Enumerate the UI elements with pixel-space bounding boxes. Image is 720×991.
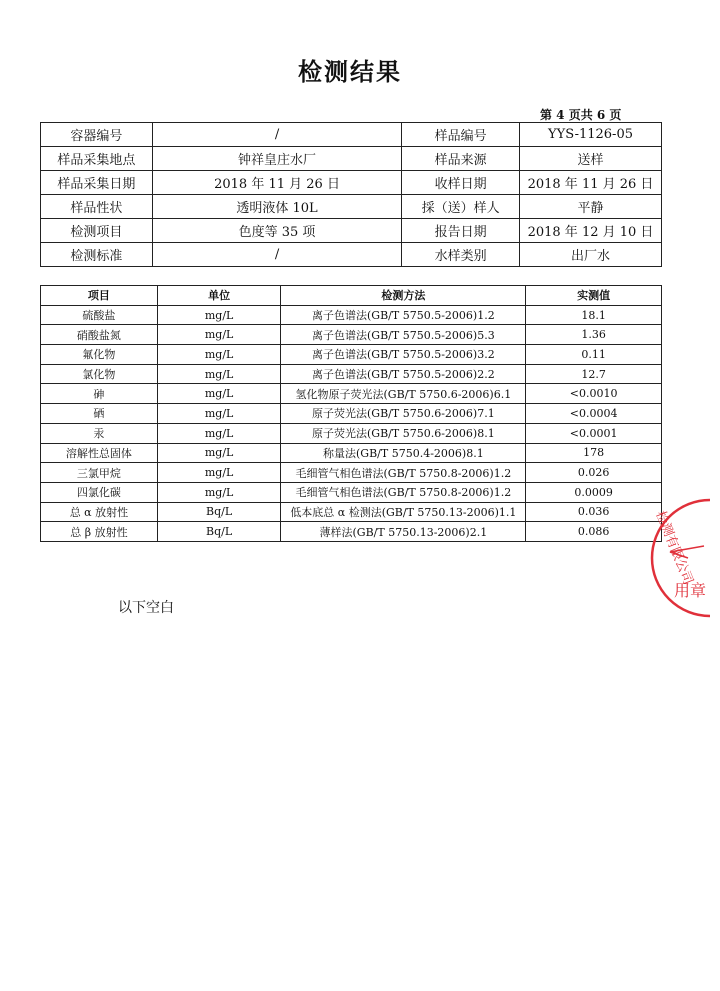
result-unit: Bq/L — [157, 502, 281, 522]
result-value: 1.36 — [526, 325, 662, 345]
result-item: 三氯甲烷 — [41, 463, 158, 483]
header-value: 实测值 — [526, 286, 662, 306]
info-label: 检测标准 — [41, 243, 153, 267]
result-unit: mg/L — [157, 305, 281, 325]
info-label: 水样类别 — [402, 243, 520, 267]
info-label: 样品采集地点 — [41, 147, 153, 171]
table-row — [41, 404, 662, 424]
table-row — [41, 443, 662, 463]
header-item: 项目 — [41, 286, 158, 306]
table-row — [41, 522, 662, 542]
info-row — [41, 147, 662, 171]
info-label: 报告日期 — [402, 219, 520, 243]
result-value: <0.0004 — [526, 404, 662, 424]
result-method: 离子色谱法(GB/T 5750.5-2006)1.2 — [281, 305, 526, 325]
info-label: 检测项目 — [41, 219, 153, 243]
result-item: 总 β 放射性 — [41, 522, 158, 542]
result-value: 12.7 — [526, 364, 662, 384]
result-item: 总 α 放射性 — [41, 502, 158, 522]
result-value: 0.086 — [526, 522, 662, 542]
info-value: 2018 年 11 月 26 日 — [152, 171, 401, 195]
result-unit: mg/L — [157, 364, 281, 384]
info-label: 样品性状 — [41, 195, 153, 219]
info-label: 样品采集日期 — [41, 171, 153, 195]
official-seal-icon — [640, 488, 720, 628]
result-value: <0.0001 — [526, 423, 662, 443]
header-unit: 单位 — [157, 286, 281, 306]
result-unit: mg/L — [157, 325, 281, 345]
result-item: 氯化物 — [41, 364, 158, 384]
info-label: 样品编号 — [402, 123, 520, 147]
table-row — [41, 502, 662, 522]
result-item: 硒 — [41, 404, 158, 424]
info-value: 透明液体 10L — [152, 195, 401, 219]
blank-note: 以下空白 — [118, 600, 174, 616]
report-title: 检测结果 — [298, 58, 402, 86]
result-value: 0.026 — [526, 463, 662, 483]
results-table — [40, 285, 662, 542]
table-row — [41, 423, 662, 443]
info-value: 送样 — [520, 147, 662, 171]
result-value: 18.1 — [526, 305, 662, 325]
result-unit: mg/L — [157, 482, 281, 502]
info-label: 样品来源 — [402, 147, 520, 171]
result-method: 氢化物原子荧光法(GB/T 5750.6-2006)6.1 — [281, 384, 526, 404]
info-row — [41, 171, 662, 195]
result-method: 离子色谱法(GB/T 5750.5-2006)5.3 — [281, 325, 526, 345]
info-label: 採（送）样人 — [402, 195, 520, 219]
table-row — [41, 463, 662, 483]
table-row — [41, 325, 662, 345]
result-method: 离子色谱法(GB/T 5750.5-2006)3.2 — [281, 345, 526, 365]
result-value: 0.036 — [526, 502, 662, 522]
info-label: 收样日期 — [402, 171, 520, 195]
info-value: 平静 — [520, 195, 662, 219]
result-item: 氟化物 — [41, 345, 158, 365]
table-row — [41, 305, 662, 325]
table-row — [41, 384, 662, 404]
info-value: 2018 年 11 月 26 日 — [520, 171, 662, 195]
result-value: 0.0009 — [526, 482, 662, 502]
result-unit: mg/L — [157, 443, 281, 463]
result-method: 称量法(GB/T 5750.4-2006)8.1 — [281, 443, 526, 463]
table-row — [41, 482, 662, 502]
info-value: 2018 年 12 月 10 日 — [520, 219, 662, 243]
result-method: 毛细管气相色谱法(GB/T 5750.8-2006)1.2 — [281, 482, 526, 502]
info-value: 钟祥皇庄水厂 — [152, 147, 401, 171]
svg-text:用章: 用章 — [674, 581, 707, 600]
page-number: 第 4 页共 6 页 — [540, 108, 622, 122]
result-unit: mg/L — [157, 463, 281, 483]
info-label: 容器编号 — [41, 123, 153, 147]
result-value: 0.11 — [526, 345, 662, 365]
info-row — [41, 123, 662, 147]
result-unit: mg/L — [157, 384, 281, 404]
result-unit: Bq/L — [157, 522, 281, 542]
table-row — [41, 345, 662, 365]
info-value: 出厂水 — [520, 243, 662, 267]
sample-info-table — [40, 122, 662, 267]
info-row — [41, 243, 662, 267]
result-item: 砷 — [41, 384, 158, 404]
result-method: 离子色谱法(GB/T 5750.5-2006)2.2 — [281, 364, 526, 384]
result-unit: mg/L — [157, 345, 281, 365]
result-unit: mg/L — [157, 404, 281, 424]
table-row — [41, 364, 662, 384]
result-unit: mg/L — [157, 423, 281, 443]
result-method: 毛细管气相色谱法(GB/T 5750.8-2006)1.2 — [281, 463, 526, 483]
info-value: / — [152, 123, 401, 147]
results-header-row — [41, 286, 662, 306]
result-value: 178 — [526, 443, 662, 463]
result-item: 溶解性总固体 — [41, 443, 158, 463]
result-item: 硝酸盐氮 — [41, 325, 158, 345]
info-value: YYS-1126-05 — [520, 123, 662, 147]
info-row — [41, 219, 662, 243]
result-value: <0.0010 — [526, 384, 662, 404]
result-item: 四氯化碳 — [41, 482, 158, 502]
result-method: 原子荧光法(GB/T 5750.6-2006)7.1 — [281, 404, 526, 424]
result-item: 汞 — [41, 423, 158, 443]
result-method: 薄样法(GB/T 5750.13-2006)2.1 — [281, 522, 526, 542]
info-value: / — [152, 243, 401, 267]
result-item: 硫酸盐 — [41, 305, 158, 325]
svg-text:检测有限公司: 检测有限公司 — [652, 509, 696, 587]
info-row — [41, 195, 662, 219]
result-method: 原子荧光法(GB/T 5750.6-2006)8.1 — [281, 423, 526, 443]
result-method: 低本底总 α 检测法(GB/T 5750.13-2006)1.1 — [281, 502, 526, 522]
info-value: 色度等 35 项 — [152, 219, 401, 243]
header-method: 检测方法 — [281, 286, 526, 306]
